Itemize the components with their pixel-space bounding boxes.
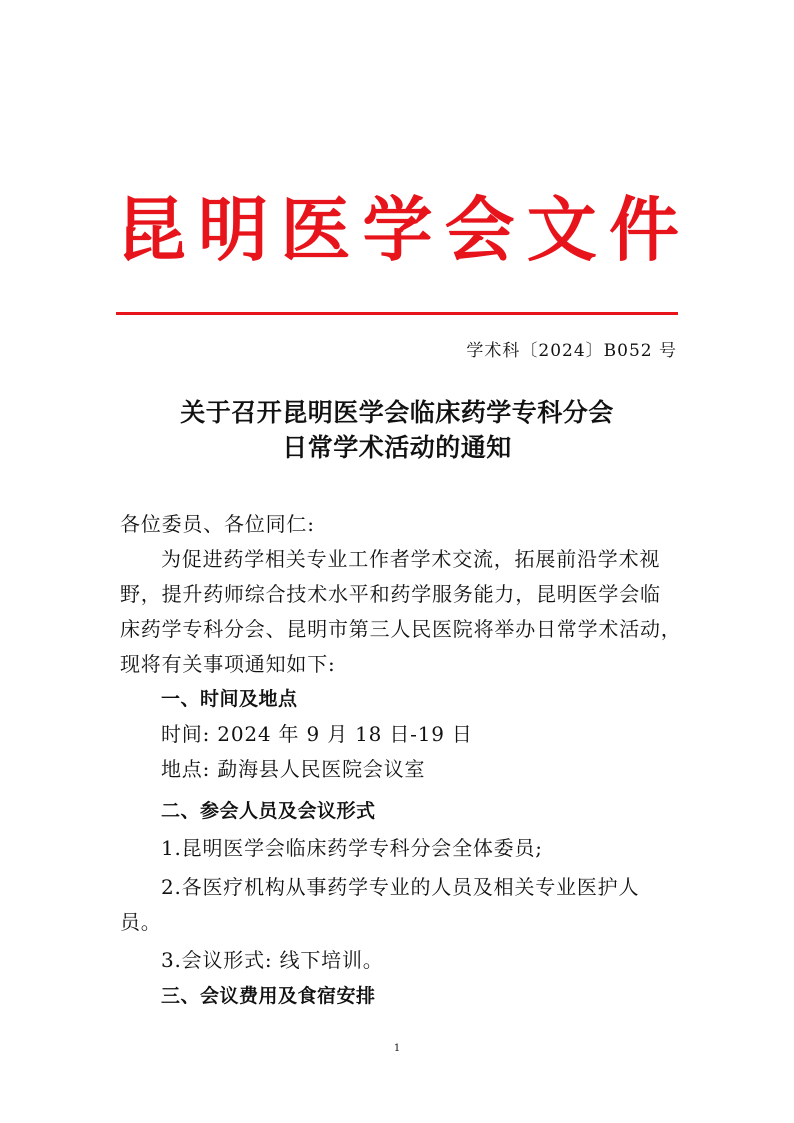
intro-line-1: 为促进药学相关专业工作者学术交流，拓展前沿学术视 — [161, 547, 661, 571]
header-title-char: 医 — [280, 188, 351, 271]
section-3-heading: 三、会议费用及食宿安排 — [161, 985, 376, 1007]
header-title-char: 昆 — [116, 188, 186, 271]
header-title-char: 文 — [526, 188, 597, 271]
header-title-char: 明 — [198, 188, 269, 271]
section-2-heading: 二、参会人员及会议形式 — [161, 800, 376, 822]
page-number: 1 — [393, 1043, 401, 1054]
notice-title-line-1: 关于召开昆明医学会临床药学专科分会 — [180, 398, 614, 427]
intro-line-3: 床药学专科分会、昆明市第三人民医院将举办日常学术活动， — [120, 617, 682, 641]
meeting-format: 3.会议形式: 线下培训。 — [161, 948, 384, 972]
header-title-char: 会 — [444, 188, 515, 271]
attendee-item-2-line-1: 2.各医疗机构从事药学专业的人员及相关专业医护人 — [161, 875, 640, 899]
intro-line-2: 野，提升药师综合技术水平和药学服务能力，昆明医学会临 — [120, 582, 661, 606]
meeting-time: 时间: 2024 年 9 月 18 日-19 日 — [161, 722, 473, 746]
notice-title-line-2: 日常学术活动的通知 — [282, 433, 512, 462]
intro-line-4: 现将有关事项通知如下: — [120, 652, 336, 676]
attendee-item-1: 1.昆明医学会临床药学专科分会全体委员; — [161, 836, 543, 860]
salutation: 各位委员、各位同仁: — [120, 512, 315, 536]
header-title-char: 件 — [608, 188, 679, 271]
document-header-title — [115, 185, 680, 275]
meeting-place: 地点: 勐海县人民医院会议室 — [161, 757, 426, 781]
attendee-item-2-line-2: 员。 — [120, 910, 162, 934]
section-1-heading: 一、时间及地点 — [161, 688, 298, 710]
header-title-char: 学 — [362, 188, 433, 271]
header-divider — [116, 312, 678, 315]
document-number: 学术科〔2024〕B052 号 — [466, 341, 677, 361]
